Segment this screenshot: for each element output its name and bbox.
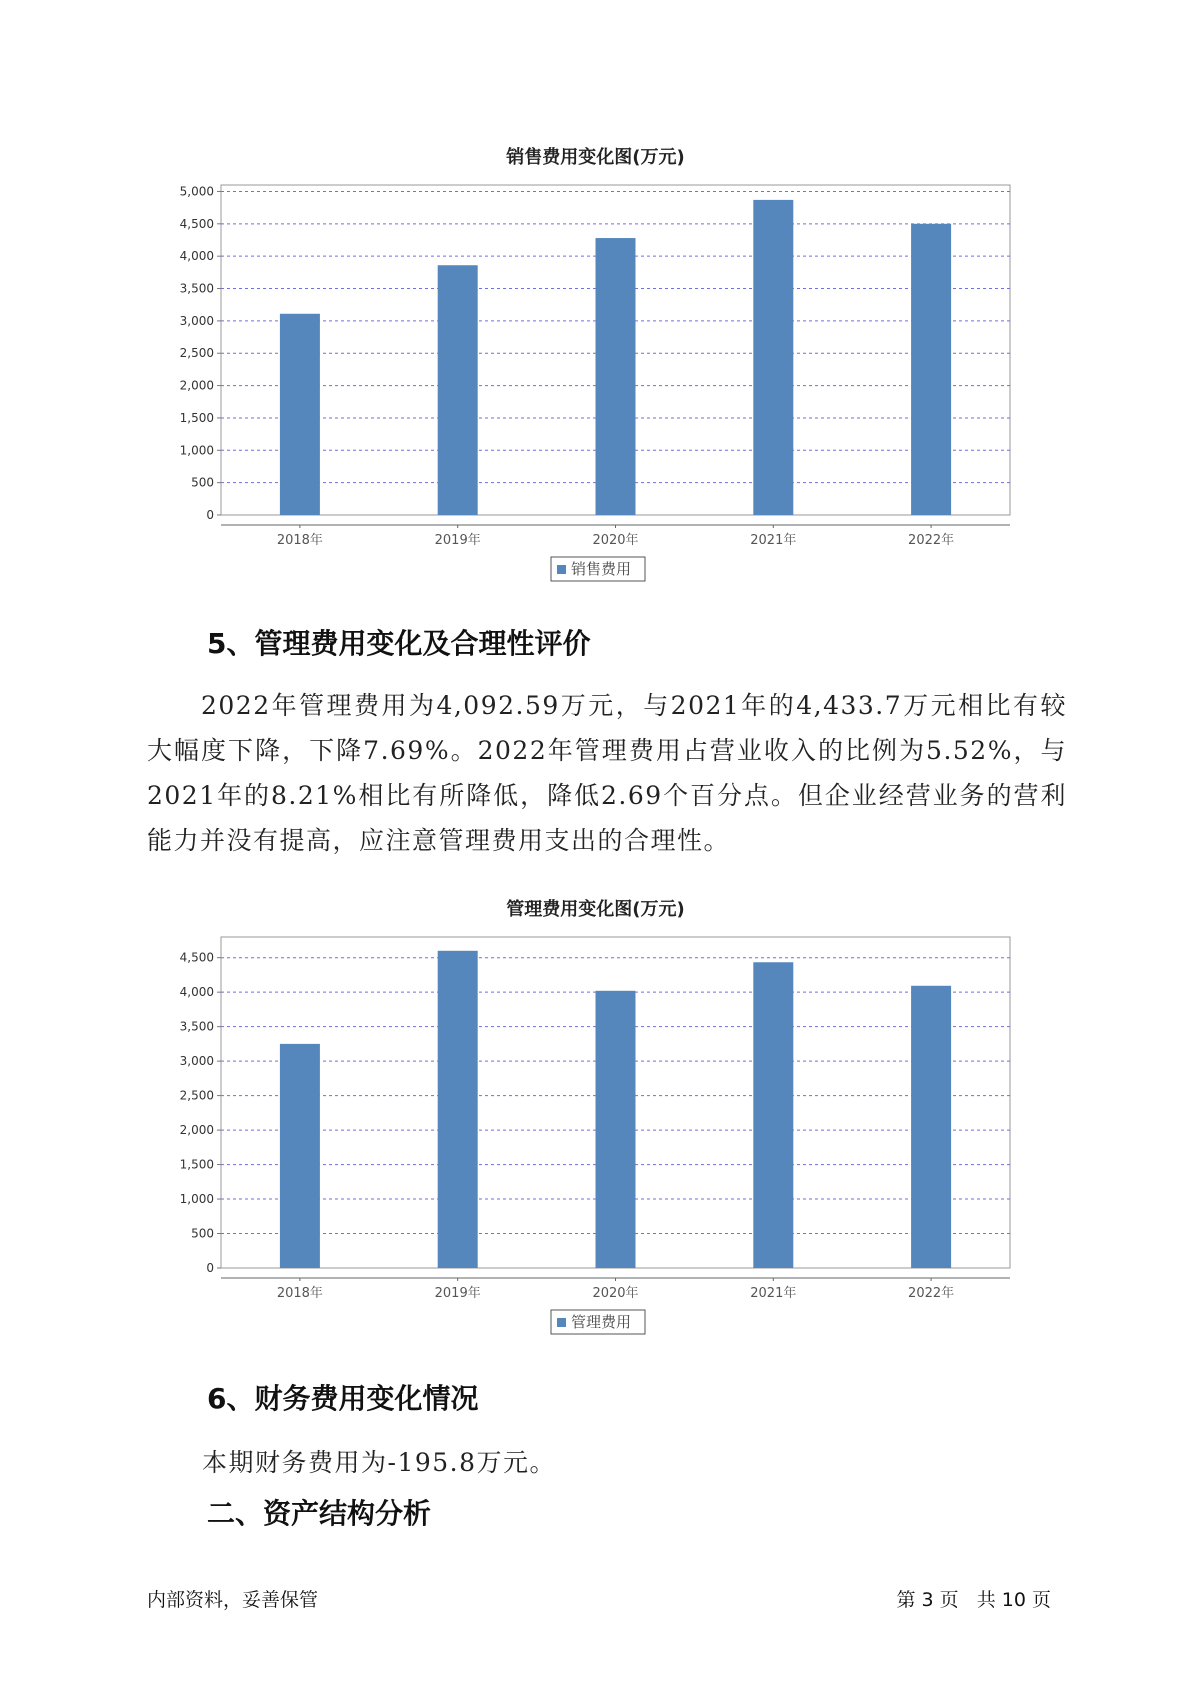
legend-swatch [557,1318,566,1327]
y-tick-label: 3,000 [179,1054,214,1069]
x-tick-label: 2022年 [908,1286,955,1301]
x-tick-label: 2018年 [276,1286,323,1301]
section-5-heading: 5、管理费用变化及合理性评价 [207,627,591,660]
y-tick-label: 500 [191,475,214,490]
legend-label: 销售费用 [571,560,632,578]
y-tick-label: 2,500 [179,1088,214,1103]
x-tick-label: 2020年 [592,1286,639,1301]
y-tick-label: 3,500 [179,281,214,296]
section-two-heading: 二、资产结构分析 [207,1497,432,1530]
section-5-paragraph: 2022年管理费用为4,092.59万元，与2021年的4,433.7万元相比有较大幅度下降，下降7.69%。2022年管理费用占营业收入的比例为5.52%，与2021年的8.21%相比有所降低，降低2.69个百分点。但企业经营业务的营利能力并没有提高，应注意管理费用支出的合理性。 [147,691,1067,855]
y-tick-label: 0 [206,508,214,522]
y-tick-label: 0 [206,1261,214,1275]
x-tick-label: 2021年 [750,1286,797,1301]
y-tick-label: 2,500 [179,346,214,361]
footer-page-number: 第 3 页 共 10 页 [896,1589,1051,1611]
x-tick-label: 2019年 [434,1286,481,1301]
legend-label: 管理费用 [571,1313,632,1331]
chart-2-title: 管理费用变化图(万元) [506,899,685,920]
bar [596,991,636,1268]
y-tick-label: 2,000 [179,1123,214,1138]
y-tick-label: 4,000 [179,985,214,1000]
bar [438,951,478,1268]
chart-1-title: 销售费用变化图(万元) [506,147,685,168]
y-tick-label: 1,000 [179,443,214,458]
x-tick-label: 2020年 [592,533,639,548]
section-6-heading: 6、财务费用变化情况 [207,1382,479,1415]
y-tick-label: 1,500 [179,410,214,425]
y-tick-label: 2,000 [179,378,214,393]
x-tick-label: 2019年 [434,533,481,548]
y-tick-label: 500 [191,1226,214,1241]
y-tick-label: 4,000 [179,249,214,264]
x-tick-label: 2022年 [908,533,955,548]
footer-confidential-note: 内部资料，妥善保管 [147,1589,319,1611]
bar [911,986,951,1268]
x-tick-label: 2018年 [276,533,323,548]
x-tick-label: 2021年 [750,533,797,548]
bar [753,962,793,1268]
y-tick-label: 1,000 [179,1192,214,1207]
bar [280,1044,320,1268]
y-tick-label: 1,500 [179,1157,214,1172]
section-6-text: 本期财务费用为-195.8万元。 [202,1448,557,1477]
y-tick-label: 4,500 [179,950,214,965]
y-tick-label: 4,500 [179,216,214,231]
y-tick-label: 5,000 [179,184,214,199]
y-tick-label: 3,000 [179,313,214,328]
y-tick-label: 3,500 [179,1019,214,1034]
